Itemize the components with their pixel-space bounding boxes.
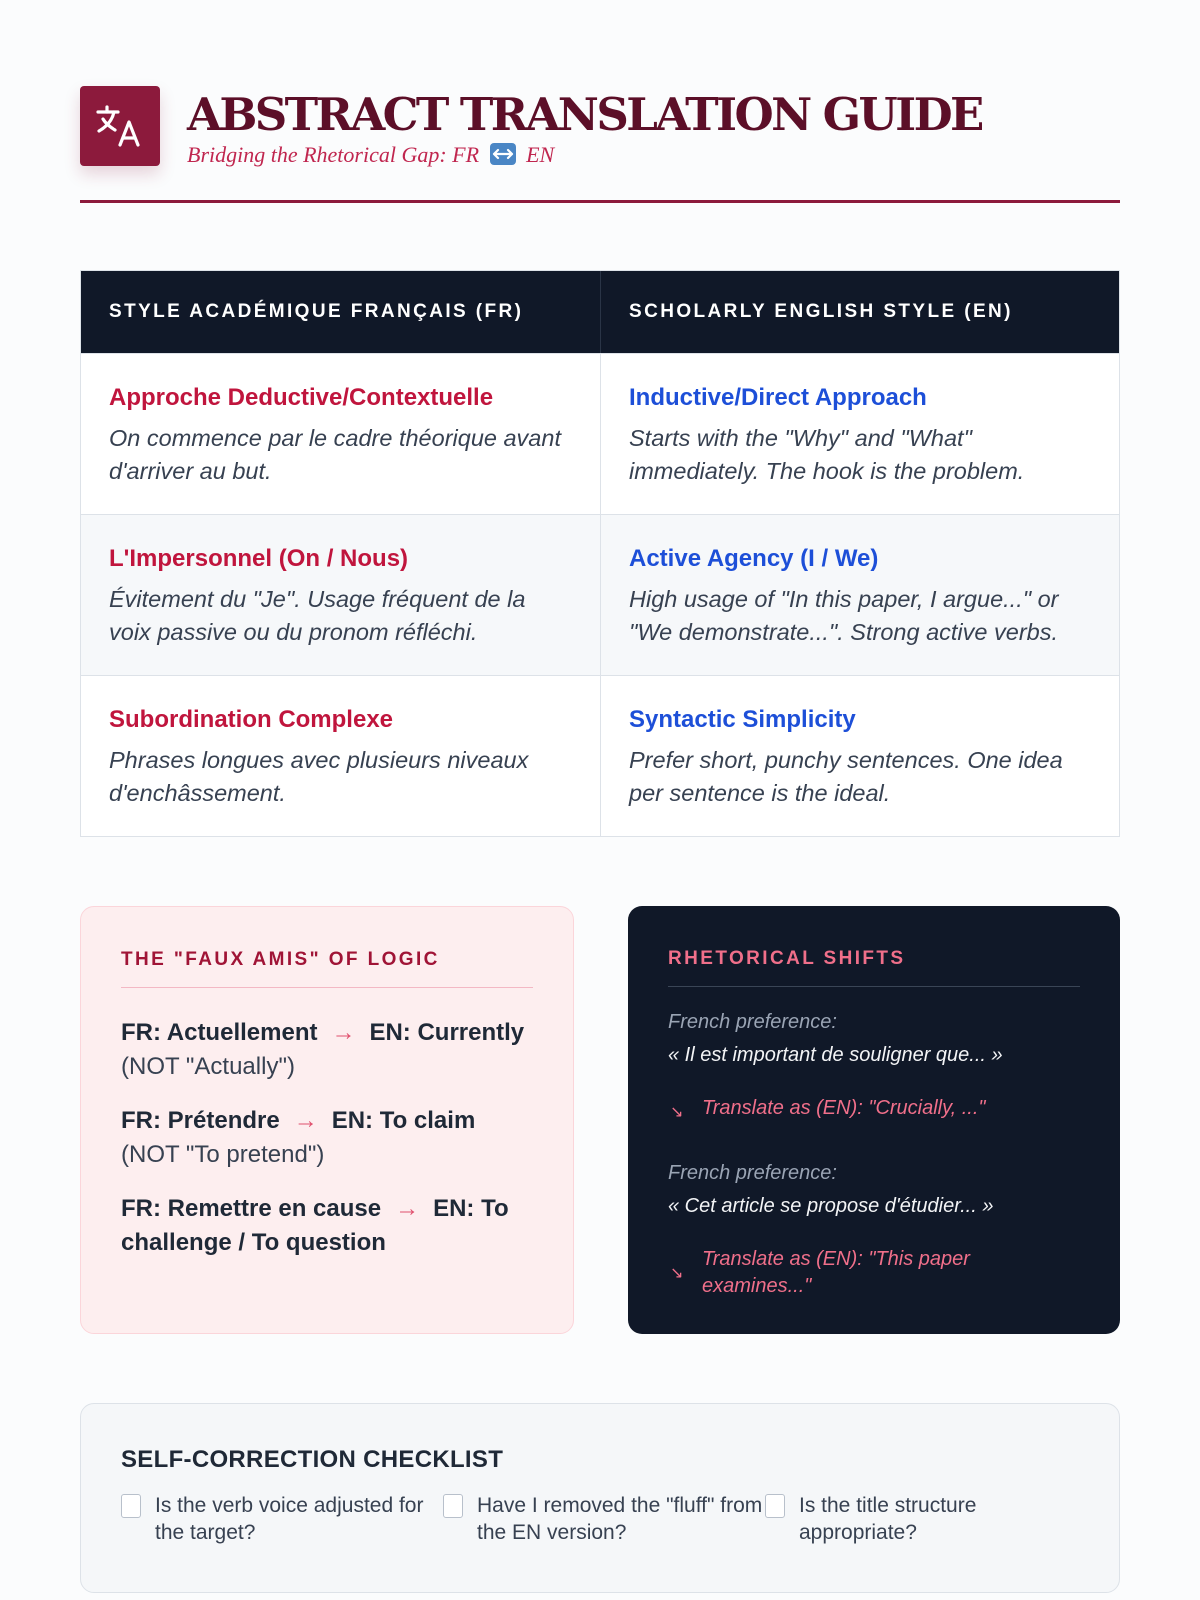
faux-amis-title: THE "FAUX AMIS" OF LOGIC — [121, 949, 533, 988]
shift-quote: « Cet article se propose d'étudier... » — [668, 1195, 994, 1217]
fr-cell — [81, 354, 600, 514]
shift-label: French preference: — [668, 1162, 837, 1184]
checklist-title: SELF-CORRECTION CHECKLIST — [121, 1446, 504, 1473]
translation-text: Translate as (EN): "Crucially, ..." — [702, 1097, 986, 1119]
en-cell-desc: Starts with the "Why" and "What" immediately. The hook is the problem. — [629, 425, 1025, 484]
rhetorical-shifts-card — [628, 906, 1120, 1334]
right-arrow-icon: → — [331, 1019, 356, 1046]
checkbox[interactable] — [765, 1494, 785, 1518]
fr-column-header: STYLE ACADÉMIQUE FRANÇAIS (FR) — [109, 301, 524, 322]
subtitle-prefix: Bridging the Rhetorical Gap: FR — [187, 142, 480, 167]
fr-cell — [81, 515, 600, 675]
en-cell-desc: High usage of "In this paper, I argue..." or "We demonstrate...". Strong active verbs. — [629, 586, 1059, 645]
en-cell-title: Inductive/Direct Approach — [629, 384, 927, 411]
en-cell — [600, 676, 1119, 836]
right-arrow-icon: → — [395, 1195, 420, 1222]
rhetorical-shifts-title: RHETORICAL SHIFTS — [668, 948, 1080, 987]
arrow-down-right-icon: ↘ — [670, 1265, 684, 1282]
table-header — [81, 271, 1119, 353]
en-cell — [600, 515, 1119, 675]
fr-cell-desc: Évitement du "Je". Usage fréquent de la voix passive ou du pronom réfléchi. — [109, 586, 526, 645]
checkbox[interactable] — [121, 1494, 141, 1518]
en-term: EN: To challenge / To question — [121, 1195, 509, 1256]
fr-term: FR: Remettre en cause — [121, 1195, 382, 1222]
en-cell-title: Active Agency (I / We) — [629, 545, 879, 572]
shift-translation — [668, 1246, 1080, 1300]
translate-icon — [94, 103, 146, 149]
arrow-down-right-icon: ↘ — [670, 1104, 684, 1121]
self-correction-checklist — [80, 1403, 1120, 1593]
checklist-item[interactable] — [443, 1492, 765, 1546]
fr-cell-title: L'Impersonnel (On / Nous) — [109, 545, 409, 572]
list-item — [121, 1104, 533, 1172]
en-cell-desc: Prefer short, punchy sentences. One idea per sentence is the ideal. — [629, 747, 1063, 806]
header — [80, 86, 1120, 204]
checklist-item-label: Is the title structure appropriate? — [799, 1494, 977, 1544]
comparison-table — [80, 270, 1120, 837]
checklist-item-label: Have I removed the "fluff" from the EN version? — [477, 1494, 763, 1544]
en-cell — [600, 354, 1119, 514]
en-term: EN: To claim — [331, 1107, 476, 1134]
en-cell-title: Syntactic Simplicity — [629, 706, 856, 733]
checklist-item[interactable] — [765, 1492, 1025, 1546]
shift-translation — [668, 1095, 1080, 1126]
table-row — [81, 353, 1119, 514]
shift-quote: « Il est important de souligner que... » — [668, 1044, 1003, 1066]
table-row — [81, 514, 1119, 675]
checklist-items — [121, 1492, 1079, 1546]
shift-block — [668, 1011, 1080, 1126]
checklist-item-label: Is the verb voice adjusted for the target? — [155, 1494, 424, 1544]
shift-block — [668, 1162, 1080, 1300]
list-item — [121, 1016, 533, 1084]
fr-cell-desc: Phrases longues avec plusieurs niveaux d'enchâssement. — [109, 747, 529, 806]
right-arrow-icon: → — [293, 1107, 318, 1134]
term-note: (NOT "Actually") — [121, 1053, 295, 1080]
fr-cell-title: Approche Deductive/Contextuelle — [109, 384, 494, 411]
list-item — [121, 1192, 533, 1260]
translation-text: Translate as (EN): "This paper examines..." — [702, 1248, 970, 1297]
fr-term: FR: Prétendre — [121, 1107, 280, 1134]
checkbox[interactable] — [443, 1494, 463, 1518]
fr-cell-desc: On commence par le cadre théorique avant d'arriver au but. — [109, 425, 561, 484]
fr-term: FR: Actuellement — [121, 1019, 318, 1046]
header-divider — [80, 200, 1120, 203]
subtitle-suffix: EN — [526, 142, 555, 167]
fr-cell-title: Subordination Complexe — [109, 706, 394, 733]
faux-amis-card — [80, 906, 574, 1334]
table-row — [81, 675, 1119, 836]
term-note: (NOT "To pretend") — [121, 1141, 325, 1168]
en-term: EN: Currently — [369, 1019, 525, 1046]
faux-amis-list — [121, 1016, 533, 1260]
left-right-arrow-icon — [489, 142, 517, 166]
shift-label: French preference: — [668, 1011, 837, 1033]
en-column-header: SCHOLARLY ENGLISH STYLE (EN) — [600, 271, 1119, 353]
checklist-item[interactable] — [121, 1492, 441, 1546]
page-subtitle — [187, 142, 554, 168]
page-title: ABSTRACT TRANSLATION GUIDE — [187, 88, 982, 141]
logo — [80, 86, 160, 166]
fr-cell — [81, 676, 600, 836]
